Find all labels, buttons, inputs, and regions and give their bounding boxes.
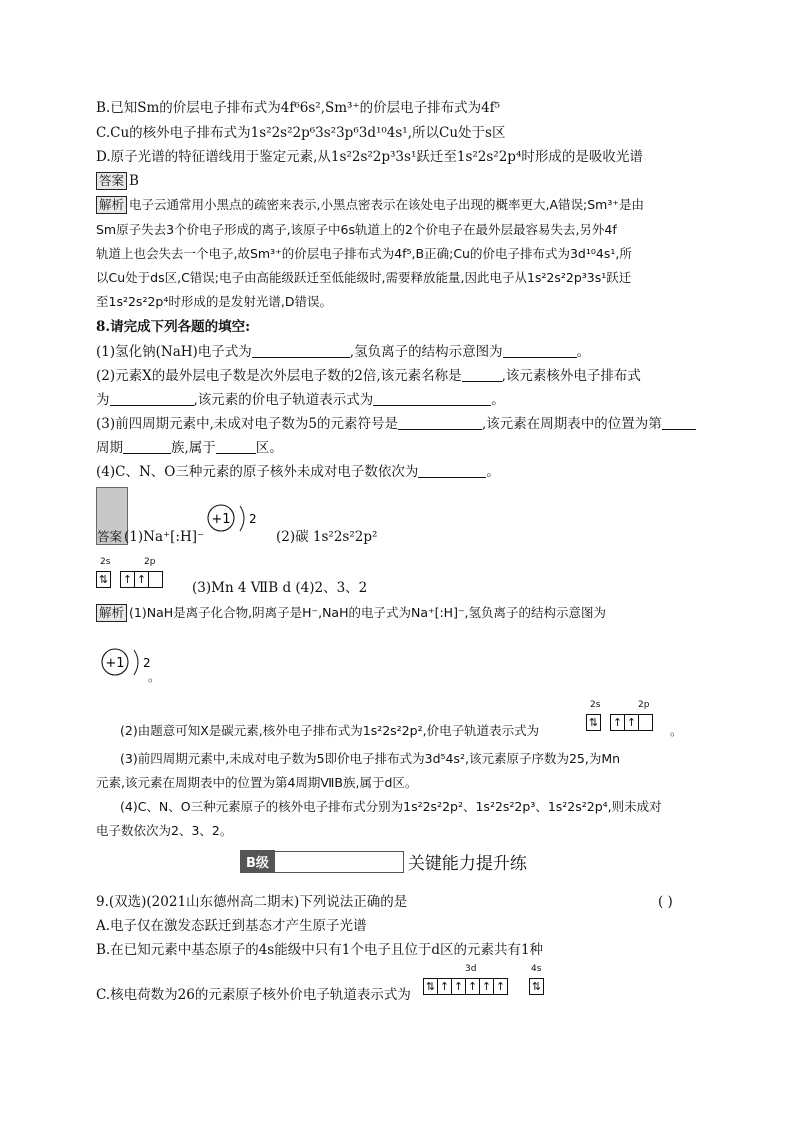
electron-shell-arc — [240, 506, 244, 531]
section-banner — [240, 849, 527, 874]
q8-explanation-line: 元素,该元素在周期表中的位置为第4周期ⅦB族,属于d区。 — [96, 775, 418, 790]
q8-p2-text: 为 — [96, 392, 110, 408]
orbital-box: ⇅ — [96, 571, 111, 588]
orbital-label-2s: 2s — [100, 557, 111, 567]
q8-answer-1 — [97, 528, 204, 546]
orbital-diagram-q9 — [423, 964, 553, 1000]
orbital-box: ↑ — [624, 714, 639, 731]
q8-p3-text: (3)前四周期元素中,未成对电子数为5的元素符号是 — [96, 416, 399, 432]
orbital-box — [148, 571, 163, 588]
orbital-box: ↑ — [134, 571, 149, 588]
answer-nah-formula: (1)Na⁺[:H]⁻ — [124, 529, 205, 545]
orbital-box: ↑ — [451, 978, 466, 995]
orbital-box: ↑ — [437, 978, 452, 995]
answer-blank[interactable] — [110, 391, 194, 406]
shell-electron-count: 2 — [143, 656, 151, 670]
q8-p3-text: ,该元素在周期表中的位置为第 — [482, 416, 662, 432]
q8-explanation-line: (2)由题意可知X是碳元素,核外电子排布式为1s²2s²2p²,价电子轨道表示式为 — [120, 723, 540, 738]
q8-p2-text: (2)元素X的最外层电子数是次外层电子数的2倍,该元素名称是 — [96, 368, 462, 384]
section-title: 关键能力提升练 — [407, 854, 527, 874]
electron-shell-arc — [134, 650, 138, 675]
orbital-box: ⇅ — [529, 978, 544, 995]
answer-tag: 答案 — [97, 529, 123, 544]
q7-explanation-line: 至1s²2s²2p⁴时形成的是发射光谱,D错误。 — [96, 294, 332, 309]
orbital-label-2p: 2p — [144, 557, 156, 567]
q8-p3-text: 周期 — [96, 440, 123, 456]
q8-answer-2: (2)碳 1s²2s²2p² — [276, 529, 378, 545]
hydride-structure-diagram — [98, 646, 154, 680]
q8-exp1-end: 。 — [148, 669, 161, 684]
answer-blank[interactable] — [418, 463, 486, 478]
q9-option-c: C.核电荷数为26的元素原子核外价电子轨道表示式为 — [96, 987, 411, 1003]
orbital-diagram-answer — [96, 557, 196, 593]
orbital-label-4s: 4s — [531, 964, 542, 974]
q8-p1-text: ,氢负离子的结构示意图为 — [349, 344, 503, 360]
q9-option-b: B.在已知元素中基态原子的4s能级中只有1个电子且位于d区的元素共有1种 — [96, 942, 544, 958]
q7-option-b: B.已知Sm的价层电子排布式为4f⁶6s²,Sm³⁺的价层电子排布式为4f⁵ — [96, 100, 501, 116]
orbital-box: ↑ — [479, 978, 494, 995]
q8-p3-text: 族,属于 — [171, 440, 216, 456]
answer-blank[interactable] — [662, 415, 696, 430]
orbital-4s — [529, 978, 544, 995]
explanation-tag: 解析 — [96, 604, 127, 622]
q8-part1 — [96, 343, 590, 361]
orbital-box: ↑ — [610, 714, 625, 731]
q8-explanation-line: (4)C、N、O三种元素原子的核外电子排布式分别为1s²2s²2p²、1s²2s²2p³、1s²2s²2p⁴,则未成对 — [120, 799, 662, 814]
q9-option-a: A.电子仅在激发态跃迁到基态才产生原子光谱 — [96, 918, 367, 934]
hydride-structure-diagram — [204, 502, 260, 536]
q8-part2 — [96, 367, 641, 385]
q7-explanation-line: 以Cu处于ds区,C错误;电子由高能级跃迁至低能级时,需要释放能量,因此电子从1s²2s²2p³3s¹跃迁 — [96, 270, 632, 285]
answer-blank[interactable] — [123, 439, 171, 454]
q8-p1-text: (1)氢化钠(NaH)电子式为 — [96, 344, 252, 360]
explanation-tag: 解析 — [96, 196, 127, 214]
orbital-box: ↑ — [493, 978, 508, 995]
orbital-box: ↑ — [120, 571, 135, 588]
answer-blank[interactable] — [216, 439, 256, 454]
orbital-box — [638, 714, 653, 731]
q9-stem: 9.(双选)(2021山东德州高二期末)下列说法正确的是 — [96, 894, 408, 910]
q8-stem: 8.请完成下列各题的填空: — [96, 319, 251, 335]
orbital-label-2p: 2p — [638, 700, 650, 710]
q8-part2-cont — [96, 391, 505, 409]
q8-part3-cont — [96, 439, 283, 457]
q8-p2-text: ,该元素核外电子排布式 — [501, 368, 641, 384]
banner-bar — [275, 851, 404, 873]
orbital-box: ⇅ — [586, 714, 601, 731]
level-badge: B级 — [240, 850, 275, 873]
orbital-label-2s: 2s — [590, 700, 601, 710]
q8-explanation-line — [96, 604, 606, 622]
q8-p2-text: ,该元素的价电子轨道表示式为 — [193, 392, 374, 408]
q7-explanation-line: 轨道上也会失去一个电子,故Sm³⁺的价层电子排布式为4f⁵,B正确;Cu的价电子排布式为3d¹⁰4s¹,所 — [96, 246, 632, 261]
answer-blank[interactable] — [252, 343, 350, 358]
answer-blank[interactable] — [398, 415, 482, 430]
q8-explanation-line: (3)前四周期元素中,未成对电子数为5即价电子排布式为3d⁵4s²,该元素原子序数为25,为Mn — [120, 751, 621, 766]
q8-p4-text: 。 — [486, 464, 500, 480]
q7-option-c: C.Cu的核外电子排布式为1s²2s²2p⁶3s²3p⁶3d¹⁰4s¹,所以Cu处于s区 — [96, 125, 506, 141]
q7-option-d: D.原子光谱的特征谱线用于鉴定元素,从1s²2s²2p³3s¹跃迁至1s²2s²2p⁴时形成的是吸收光谱 — [96, 149, 643, 165]
orbital-label-3d: 3d — [465, 964, 477, 974]
orbital-box: ⇅ — [423, 978, 438, 995]
q8-answer-3: (3)Mn 4 ⅦB d (4)2、3、2 — [192, 580, 368, 596]
orbital-2p — [120, 571, 163, 588]
q8-exp2-end: 。 — [670, 723, 683, 738]
orbital-2p — [610, 714, 653, 731]
orbital-2s — [96, 571, 111, 588]
q8-p3-text: 区。 — [255, 440, 283, 456]
orbital-box: ↑ — [465, 978, 480, 995]
orbital-3d — [423, 978, 508, 995]
answer-paren[interactable]: ( ) — [658, 894, 673, 910]
nucleus-charge: +1 — [211, 512, 231, 527]
explanation-text: (1)NaH是离子化合物,阴离子是H⁻,NaH的电子式为Na⁺[:H]⁻,氢负离子的结构示意图为 — [129, 605, 607, 620]
answer-blank[interactable] — [373, 391, 491, 406]
q7-answer — [96, 172, 139, 190]
answer-blank[interactable] — [462, 367, 502, 382]
answer-blank[interactable] — [503, 343, 577, 358]
shell-electron-count: 2 — [249, 512, 257, 526]
orbital-2s — [586, 714, 601, 731]
q8-p2-text: 。 — [491, 392, 505, 408]
q7-explanation-line — [96, 196, 644, 214]
q8-p1-text: 。 — [576, 344, 591, 360]
q8-part3 — [96, 415, 696, 433]
q7-explanation-line: Sm原子失去3个价电子形成的离子,该原子中6s轨道上的2个价电子在最外层最容易失去,另外4f — [96, 222, 617, 237]
answer-tag: 答案 — [96, 172, 127, 190]
nucleus-charge: +1 — [105, 656, 125, 671]
explanation-text: 电子云通常用小黑点的疏密来表示,小黑点密表示在该处电子出现的概率更大,A错误;Sm³⁺是由 — [129, 197, 644, 212]
q8-explanation-line: 电子数依次为2、3、2。 — [96, 823, 233, 838]
q8-p4-text: (4)C、N、O三种元素的原子核外未成对电子数依次为 — [96, 464, 419, 480]
q8-part4 — [96, 463, 500, 481]
answer-value: B — [129, 173, 139, 189]
